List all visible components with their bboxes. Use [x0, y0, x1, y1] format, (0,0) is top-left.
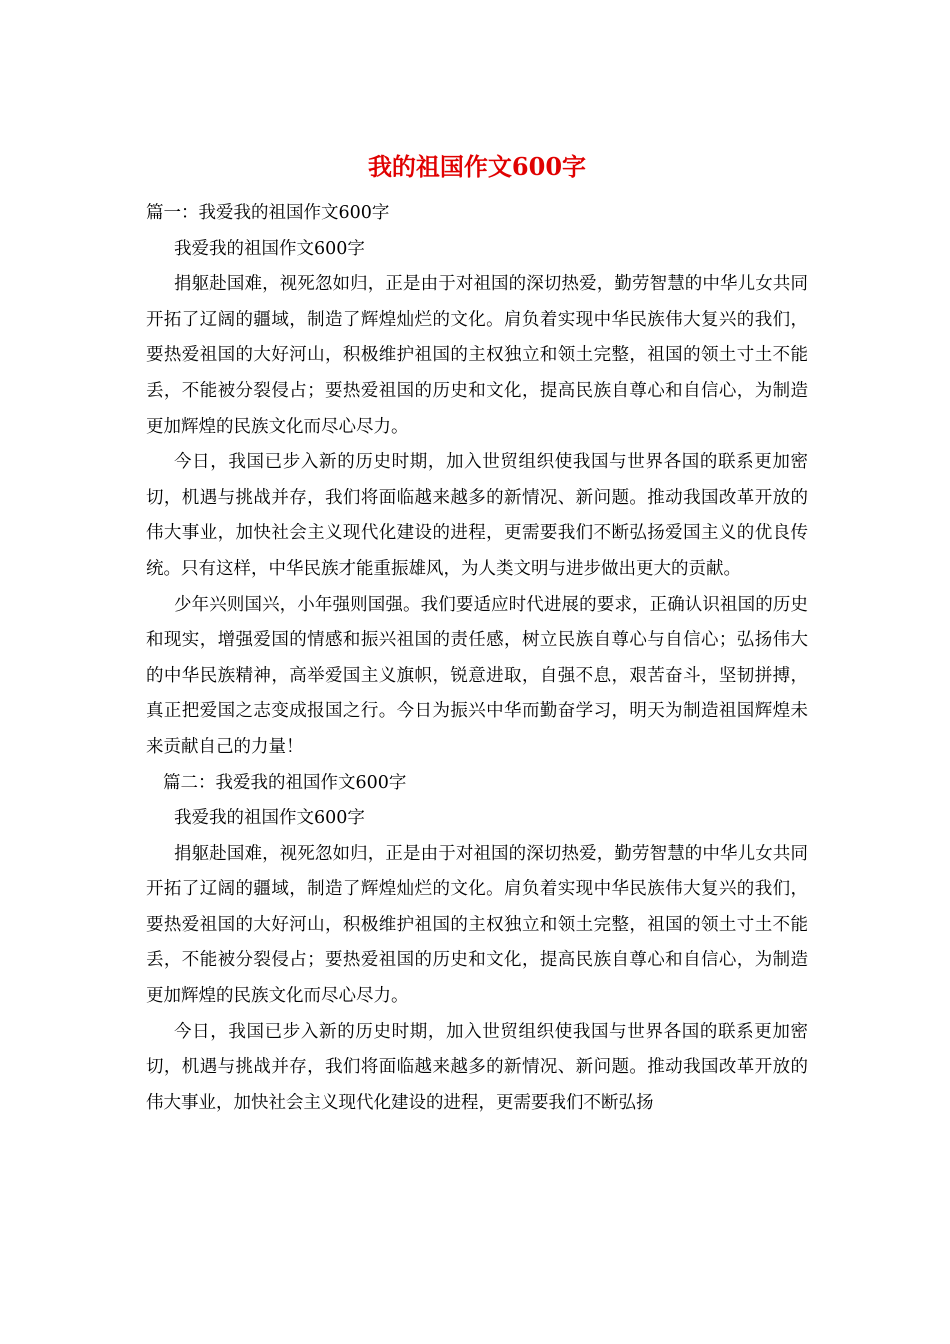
paragraph: 少年兴则国兴，小年强则国强。我们要适应时代进展的要求，正确认识祖国的历史和现实，增强爱国的情感和振兴祖国的责任感，树立民族自尊心与自信心；弘扬伟大的中华民族精神，高举爱国主义旗帜，锐意进取，自强不息，艰苦奋斗，坚韧拼搏，真正把爱国之志变成报国之行。今日为振兴中华而勤奋学习，明天为制造祖国辉煌未来贡献自己的力量！ — [146, 594, 808, 757]
paragraph: 今日，我国已步入新的历史时期，加入世贸组织使我国与世界各国的联系更加密切，机遇与挑战并存，我们将面临越来越多的新情况、新问题。推动我国改革开放的伟大事业，加快社会主义现代化建设的进程，更需要我们不断弘扬爱国主义的优良传统。只有这样，中华民族才能重振雄风，为人类文明与进步做出更大的贡献。 — [146, 452, 808, 579]
section-1 — [146, 196, 808, 766]
paragraph: 捐躯赴国难，视死忽如归，正是由于对祖国的深切热爱，勤劳智慧的中华儿女共同开拓了辽阔的疆域，制造了辉煌灿烂的文化。肩负着实现中华民族伟大复兴的我们，要热爱祖国的大好河山，积极维护祖国的主权独立和领土完整，祖国的领土寸土不能丢，不能被分裂侵占；要热爱祖国的历史和文化，提高民族自尊心和自信心，为制造更加辉煌的民族文化而尽心尽力。 — [146, 274, 808, 437]
section-heading: 篇一：我爱我的祖国作文600字 — [146, 203, 390, 223]
document-title: 我的祖国作文600字 — [367, 152, 587, 181]
section-heading: 篇二：我爱我的祖国作文600字 — [163, 772, 407, 793]
document-body — [146, 150, 808, 1121]
section-subheading: 我爱我的祖国作文600字 — [174, 238, 365, 259]
section-subheading: 我爱我的祖国作文600字 — [174, 808, 365, 829]
paragraph: 捐躯赴国难，视死忽如归，正是由于对祖国的深切热爱，勤劳智慧的中华儿女共同开拓了辽阔的疆域，制造了辉煌灿烂的文化。肩负着实现中华民族伟大复兴的我们，要热爱祖国的大好河山，积极维护祖国的主权独立和领土完整，祖国的领土寸土不能丢，不能被分裂侵占；要热爱祖国的历史和文化，提高民族自尊心和自信心，为制造更加辉煌的民族文化而尽心尽力。 — [146, 843, 808, 1007]
section-2 — [146, 766, 808, 1122]
paragraph: 今日，我国已步入新的历史时期，加入世贸组织使我国与世界各国的联系更加密切，机遇与挑战并存，我们将面临越来越多的新情况、新问题。推动我国改革开放的伟大事业，加快社会主义现代化建设的进程，更需要我们不断弘扬 — [146, 1021, 808, 1113]
